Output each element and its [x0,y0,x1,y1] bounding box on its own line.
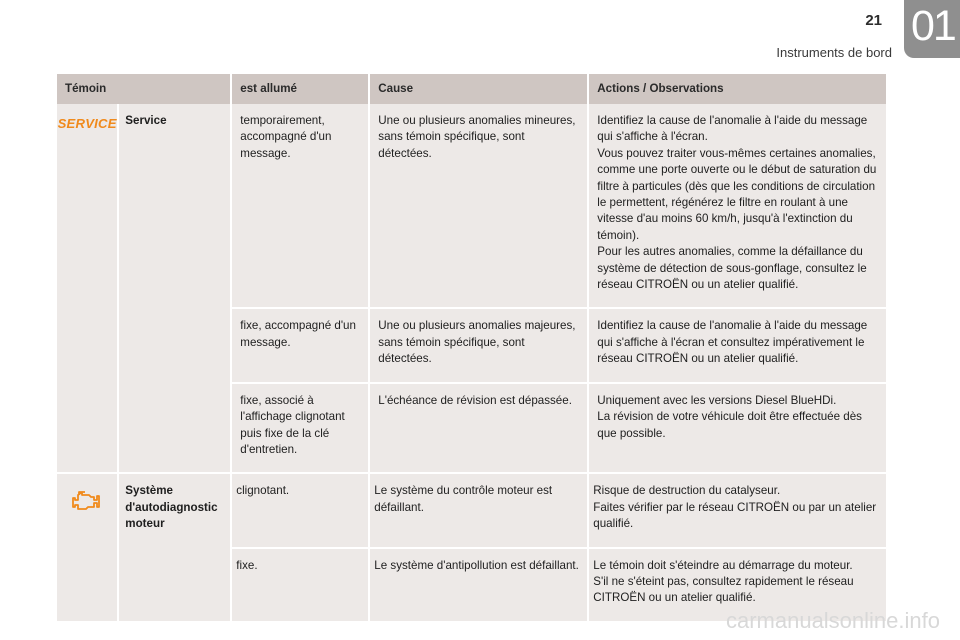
action-text: Le témoin doit s'éteindre au démarrage du moteur. S'il ne s'éteint pas, consultez rapidement le réseau CITROËN ou un atelier qualifié. [588,548,886,622]
service-icon-cell [57,104,118,473]
cause-text: Le système du contrôle moteur est défaillant. [369,473,588,547]
engine-icon-cell [57,473,118,621]
action-text: Uniquement avec les versions Diesel BlueHDi. La révision de votre véhicule doit être effectuée dès que possible. [588,383,886,474]
warning-name-service: Service [118,104,231,473]
table-row [57,473,886,547]
action-text: Identifiez la cause de l'anomalie à l'aide du message qui s'affiche à l'écran. Vous pouvez traiter vous-mêmes certaines anomalies, comme une porte ouverte ou le début de saturation du filtre à particules (dès que les conditions de circulation le permettent, régénérez le filtre en roulant à une vitesse d'au moins 60 km/h, jusqu'à l'extinction du témoin). Pour les autres anomalies, comme la défaillance du système de détection de sous-gonflage, consultez le réseau CITROËN ou un atelier qualifié. [588,104,886,308]
column-header-state: est allumé [231,74,369,104]
watermark: carmanualsonline.info [725,608,940,633]
section-title: Instruments de bord [776,45,892,60]
cause-text: Une ou plusieurs anomalies mineures, sans témoin spécifique, sont détectées. [369,104,588,308]
state-text: fixe, accompagné d'un message. [231,308,369,382]
page-number: 21 [865,12,882,29]
chapter-number: 01 [911,2,955,50]
engine-check-icon [72,490,102,512]
cause-text: Le système d'antipollution est défaillant. [369,548,588,622]
action-text: Identifiez la cause de l'anomalie à l'aide du message qui s'affiche à l'écran et consultez impérativement le réseau CITROËN ou un atelier qualifié. [588,308,886,382]
column-header-temoin: Témoin [57,74,231,104]
table-header-row [57,74,886,104]
warning-name-engine: Système d'autodiagnostic moteur [118,473,231,621]
column-header-cause: Cause [369,74,588,104]
action-text: Risque de destruction du catalyseur. Faites vérifier par le réseau CITROËN ou par un atelier qualifié. [588,473,886,547]
state-text: fixe. [231,548,369,622]
cause-text: L'échéance de révision est dépassée. [369,383,588,474]
state-text: clignotant. [231,473,369,547]
warning-lights-table [57,74,886,623]
state-text: temporairement, accompagné d'un message. [231,104,369,308]
state-text: fixe, associé à l'affichage clignotant puis fixe de la clé d'entretien. [231,383,369,474]
column-header-actions: Actions / Observations [588,74,886,104]
cause-text: Une ou plusieurs anomalies majeures, sans témoin spécifique, sont détectées. [369,308,588,382]
chapter-tab [904,0,960,58]
service-warning-icon: SERVICE [57,117,117,131]
table-row [57,104,886,308]
